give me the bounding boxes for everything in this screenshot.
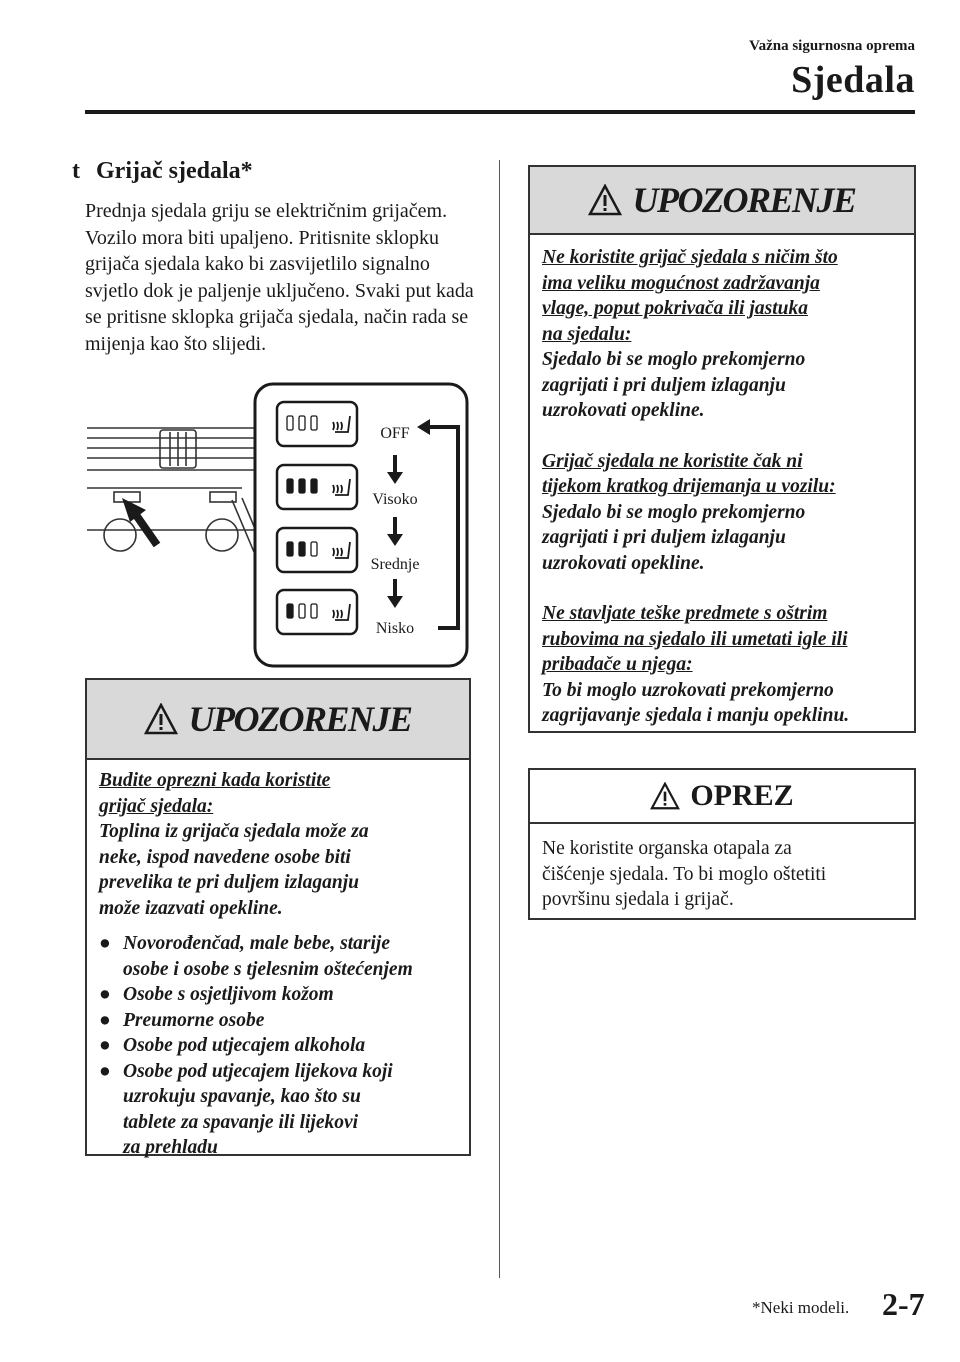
indicator-bar	[311, 416, 317, 430]
indicator-bar	[299, 416, 305, 430]
warning-text-line: zagrijati i pri duljem izlaganju	[542, 374, 786, 396]
warning-triangle-icon	[650, 782, 680, 810]
indicator-bar	[287, 479, 293, 493]
warning-text-line: To bi moglo uzrokovati prekomjerno	[542, 679, 834, 701]
list-item	[99, 1033, 457, 1059]
footnote: *Neki modeli.	[752, 1298, 850, 1317]
warning-body	[87, 760, 469, 1173]
list-item-text: Osobe pod utjecajem lijekova koji	[123, 1060, 393, 1082]
indicator-bar	[299, 542, 305, 556]
indicator-bar	[311, 479, 317, 493]
warning-underline-line: Grijač sjedala ne koristite čak ni	[542, 450, 803, 472]
caution-text-line: Ne koristite organska otapala za	[542, 838, 792, 859]
intro-paragraph: Prednja sjedala griju se električnim grijačem. Vozilo mora biti upaljeno. Pritisnite sklopku grijača sjedala kako bi zasvijetlilo signalno svjetlo dok je paljenje uključeno. Svaki put kada se pritisne sklopka grijača sjedala, način rada se mijenja kao što slijedi.	[85, 200, 474, 355]
heading-title: Grijač sjedala*	[96, 158, 253, 184]
list-item-text: Osobe s osjetljivom kožom	[123, 984, 334, 1005]
list-item	[99, 1059, 457, 1161]
list-item-text: Osobe pod utjecajem alkohola	[123, 1035, 366, 1056]
warning-underline-line: pribadače u njega:	[542, 654, 693, 675]
list-item-text: za prehladu	[123, 1137, 218, 1158]
warning-text-line: Sjedalo bi se moglo prekomjerno	[542, 349, 806, 370]
bullet-icon: ●	[99, 984, 111, 1005]
header-rule	[85, 110, 915, 114]
warning-underline-line: Ne koristite grijač sjedala s ničim što	[542, 247, 838, 268]
list-item	[99, 982, 457, 1008]
dashboard-sketch	[87, 428, 264, 552]
caution-box	[528, 768, 916, 920]
mode-label-high: Visoko	[372, 491, 418, 508]
bullet-icon: ●	[99, 1060, 111, 1082]
seat-heater-diagram	[82, 380, 482, 670]
seat-heater-switch	[277, 528, 357, 572]
warning-title: UPOZORENJE	[188, 699, 412, 739]
bullet-icon: ●	[99, 1035, 111, 1056]
caution-text-line: površinu sjedala i grijač.	[542, 889, 734, 910]
seat-heater-switch	[277, 590, 357, 634]
indicator-bar	[311, 542, 317, 556]
indicator-bar	[299, 479, 305, 493]
warning-underline-line: na sjedalu:	[542, 323, 632, 345]
indicator-bar	[287, 604, 293, 618]
caution-title: OPREZ	[690, 779, 794, 812]
list-item	[99, 931, 457, 982]
mode-label-low: Nisko	[375, 620, 415, 637]
header-chapter-title: Sjedala	[791, 59, 915, 101]
warning-box-left	[85, 678, 471, 1156]
warning-underline-line: tijekom kratkog drijemanja u vozilu:	[542, 476, 836, 497]
list-item-text: Novorođenčad, male bebe, starije	[123, 933, 390, 954]
section-heading	[72, 158, 253, 185]
list-item-text: uzrokuju spavanje, kao što su	[123, 1086, 361, 1107]
warning-triangle-icon	[588, 184, 622, 216]
column-divider	[499, 160, 500, 1278]
warning-text-line: prevelika te pri duljem izlaganju	[99, 872, 360, 893]
list-item-text: Preumorne osobe	[123, 1009, 265, 1031]
list-item	[99, 1008, 457, 1034]
indicator-bar	[311, 604, 317, 618]
indicator-bar	[287, 416, 293, 430]
seat-heater-switch	[277, 465, 357, 509]
list-item-text: tablete za spavanje ili lijekovi	[123, 1111, 359, 1133]
warning-text-line: Toplina iz grijača sjedala može za	[99, 821, 369, 842]
caution-body	[530, 824, 914, 925]
warning-text-line: uzrokovati opekline.	[542, 400, 705, 421]
warning-header	[530, 167, 914, 235]
indicator-bar	[299, 604, 305, 618]
warning-underline-line: ima veliku mogućnost zadržavanja	[542, 272, 820, 294]
warning-underline-line: Budite oprezni kada koristite	[99, 770, 331, 791]
warning-header	[87, 680, 469, 760]
page-number: 2-7	[882, 1286, 925, 1322]
heading-marker: t	[72, 158, 80, 184]
warning-text-line: Sjedalo bi se moglo prekomjerno	[542, 501, 806, 523]
header-section-title: Važna sigurnosna oprema	[749, 38, 915, 54]
bullet-icon: ●	[99, 933, 111, 954]
warning-text-line: zagrijati i pri duljem izlaganju	[542, 527, 786, 548]
warning-text-line: može izazvati opekline.	[99, 897, 283, 919]
indicator-bar	[287, 542, 293, 556]
diagram-svg	[82, 380, 482, 670]
bullet-icon: ●	[99, 1009, 111, 1031]
warning-body	[530, 235, 914, 741]
warning-text-line: uzrokovati opekline.	[542, 552, 705, 574]
caution-header	[530, 770, 914, 824]
warning-underline-line: Ne stavljate teške predmete s oštrim	[542, 603, 828, 624]
warning-text-line: zagrijavanje sjedala i manju opeklinu.	[542, 705, 850, 726]
mode-label-medium: Srednje	[370, 556, 420, 573]
list-item-text: osobe i osobe s tjelesnim oštećenjem	[123, 958, 413, 980]
warning-underline-line: rubovima na sjedalo ili umetati igle ili	[542, 628, 848, 650]
seat-heater-switch	[277, 402, 357, 446]
caution-text-line: čišćenje sjedala. To bi moglo oštetiti	[542, 863, 827, 885]
warning-text-line: neke, ispod navedene osobe biti	[99, 846, 351, 868]
warning-underline-line: grijač sjedala:	[99, 795, 214, 817]
warning-title: UPOZORENJE	[632, 180, 856, 220]
mode-label-off: OFF	[380, 425, 410, 442]
warning-box-right	[528, 165, 916, 733]
warning-triangle-icon	[144, 703, 178, 735]
warning-underline-line: vlage, poput pokrivača ili jastuka	[542, 298, 808, 319]
